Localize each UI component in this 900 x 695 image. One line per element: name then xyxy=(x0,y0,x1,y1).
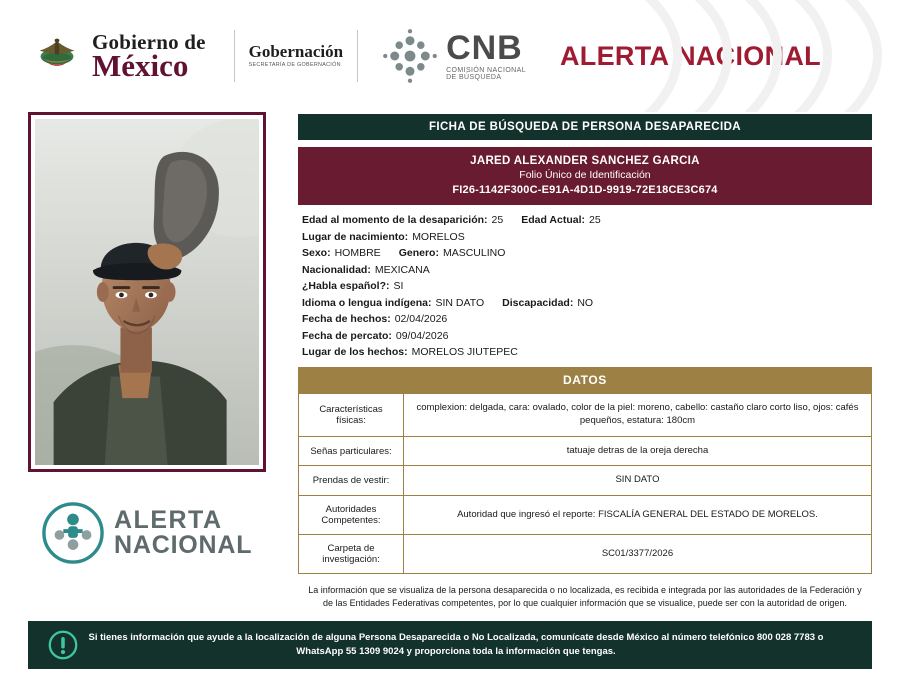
cnb-logo xyxy=(382,29,526,83)
field-value: MORELOS xyxy=(412,230,465,243)
folio-value: FI26-1142F300C-E91A-4D1D-9919-72E18CE3C674 xyxy=(452,184,718,196)
datos-label: Señas particulares: xyxy=(299,436,404,466)
field-value: MORELOS JIUTEPEC xyxy=(411,346,518,358)
alerta-logo-line2: NACIONAL xyxy=(114,531,253,559)
alerta-logo-line1: ALERTA xyxy=(114,505,223,534)
table-row xyxy=(299,535,872,574)
gobernacion-wordmark xyxy=(249,43,343,69)
datos-banner: DATOS xyxy=(298,367,872,393)
gobierno-wordmark xyxy=(92,29,220,83)
contact-footer-text: Si tienes información que ayude a la localización de alguna Persona Desaparecida o No Localizada, comunícate desde México al número telefónico 800 028 7783 o WhatsApp 55 1309 9024 y proporciona toda la información que tengas. xyxy=(88,632,824,658)
field-value: 02/04/2026 xyxy=(394,313,448,325)
field-label: Idioma o lengua indígena: xyxy=(302,296,432,309)
field-row xyxy=(302,231,872,243)
gobernacion-sublabel: SECRETARÍA DE GOBERNACIÓN xyxy=(248,62,341,69)
field-label: Lugar de nacimiento: xyxy=(302,230,409,243)
field-label: Fecha de hechos: xyxy=(302,313,391,325)
header-divider-2 xyxy=(357,30,358,82)
datos-label: Características físicas: xyxy=(299,394,404,437)
table-row xyxy=(299,394,872,437)
field-row xyxy=(302,330,872,342)
field-label: Sexo: xyxy=(302,247,331,259)
cnb-acronym: CNB xyxy=(446,29,523,67)
alerta-nacional-logo xyxy=(28,502,274,564)
alerta-people-icon xyxy=(42,502,104,564)
alert-exclamation-icon xyxy=(48,630,78,660)
mexican-eagle-icon xyxy=(28,34,86,78)
field-label-2: Discapacidad: xyxy=(502,296,574,309)
field-label: Edad al momento de la desaparición: xyxy=(302,214,488,226)
person-photo-frame xyxy=(28,112,266,472)
field-value-2: NO xyxy=(577,296,594,309)
folio-label: Folio Único de Identificación xyxy=(519,169,651,181)
datos-value: SC01/3377/2026 xyxy=(404,535,872,574)
datos-table xyxy=(298,393,872,574)
field-value: SIN DATO xyxy=(435,296,485,309)
field-label: ¿Habla español?: xyxy=(302,280,390,292)
datos-label: Carpeta de investigación: xyxy=(299,535,404,574)
contact-footer xyxy=(28,621,872,669)
field-row xyxy=(302,264,872,276)
gobierno-line1: Gobierno de xyxy=(92,29,206,54)
field-value: 25 xyxy=(491,214,504,226)
right-column xyxy=(298,112,872,610)
field-value: 09/04/2026 xyxy=(395,329,449,342)
sheet-content xyxy=(0,112,900,610)
datos-value: complexion: delgada, cara: ovalado, color de la piel: moreno, cabello: castaño claro corto liso, ojos: cafés pequeños, estatura: 180cm xyxy=(404,394,872,437)
gobernacion-label: Gobernación xyxy=(248,42,344,62)
field-row xyxy=(302,280,872,292)
field-row xyxy=(302,346,872,358)
table-row xyxy=(299,496,872,535)
field-row xyxy=(302,214,872,226)
alert-title: ALERTA NACIONAL xyxy=(560,40,821,71)
datos-value: SIN DATO xyxy=(404,466,872,496)
alerta-logo-wordmark xyxy=(114,505,253,559)
gobierno-line2: México xyxy=(92,47,189,83)
person-photo xyxy=(35,119,259,465)
header-divider xyxy=(234,30,235,82)
field-row xyxy=(302,297,872,309)
field-row xyxy=(302,313,872,325)
table-row xyxy=(299,466,872,496)
field-value: MEXICANA xyxy=(374,263,430,276)
datos-label: Autoridades Competentes: xyxy=(299,496,404,535)
page-header xyxy=(0,0,900,112)
person-identity-banner xyxy=(298,147,872,205)
cnb-flower-icon xyxy=(382,29,438,83)
ficha-banner: FICHA DE BÚSQUEDA DE PERSONA DESAPARECIDA xyxy=(298,114,872,140)
table-row xyxy=(299,436,872,466)
cnb-line2: DE BÚSQUEDA xyxy=(446,74,502,81)
disclaimer-text: La información que se visualiza de la persona desaparecida o no localizada, es recibida e integrada por las autoridades de la Federación y de las Entidades Federativas competentes, por lo que cualquier información que se visualice, puede ser con la autoridad de origen. xyxy=(308,585,862,609)
person-fields xyxy=(298,214,872,358)
field-label-2: Edad Actual: xyxy=(521,214,586,226)
left-column xyxy=(28,112,274,610)
field-label: Nacionalidad: xyxy=(302,263,371,276)
field-label: Fecha de percato: xyxy=(302,329,392,342)
field-label: Lugar de los hechos: xyxy=(302,346,408,358)
field-value: SI xyxy=(393,280,404,292)
field-row xyxy=(302,247,872,259)
person-name: JARED ALEXANDER SANCHEZ GARCIA xyxy=(470,155,700,167)
field-label-2: Genero: xyxy=(398,247,439,259)
field-value-2: MASCULINO xyxy=(442,247,506,259)
datos-value: Autoridad que ingresó el reporte: FISCALÍA GENERAL DEL ESTADO DE MORELOS. xyxy=(404,496,872,535)
field-value: HOMBRE xyxy=(334,247,381,259)
datos-label: Prendas de vestir: xyxy=(299,466,404,496)
cnb-line1: COMISIÓN NACIONAL xyxy=(446,67,526,74)
field-value-2: 25 xyxy=(589,214,601,226)
datos-value: tatuaje detras de la oreja derecha xyxy=(404,436,872,466)
cnb-wordmark xyxy=(446,31,526,81)
